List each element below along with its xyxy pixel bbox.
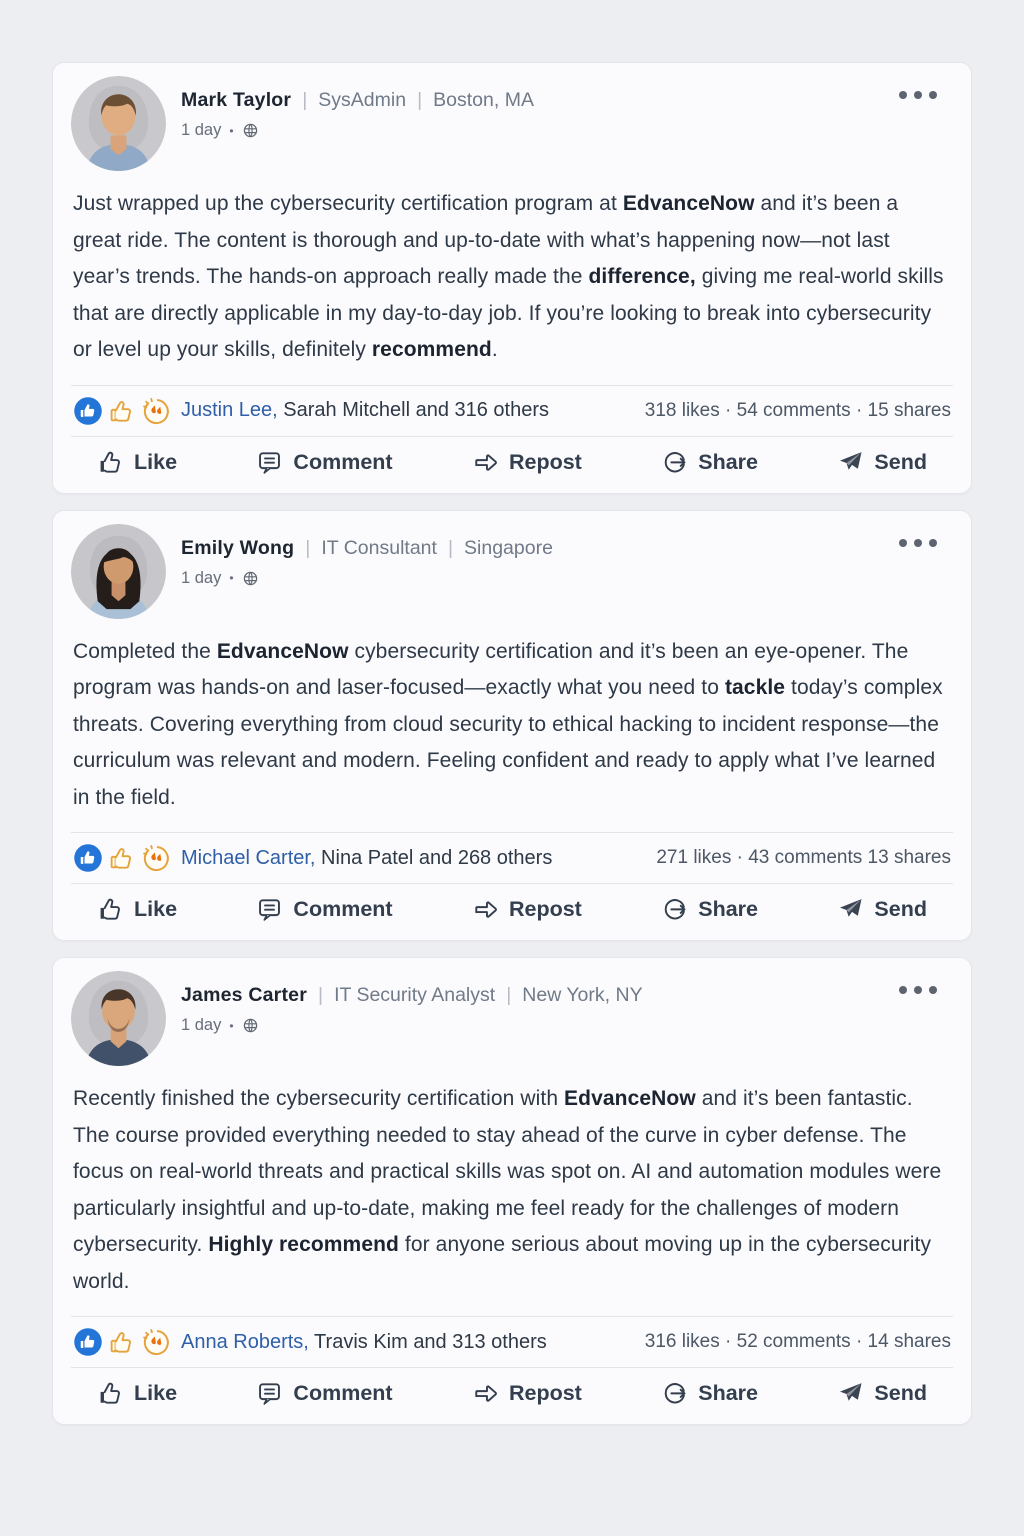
separator: | [305, 536, 311, 559]
dot-separator: • [229, 1018, 234, 1033]
engagement-stats[interactable]: 316 likes · 52 comments · 14 shares [644, 1331, 951, 1352]
more-options-button[interactable] [895, 87, 941, 103]
reactor-link[interactable]: Justin Lee, [181, 399, 278, 421]
send-button[interactable]: Send [837, 449, 927, 476]
like-button[interactable]: Like [97, 896, 177, 923]
repost-button[interactable]: Repost [472, 449, 582, 476]
author-location: Singapore [464, 536, 553, 559]
engagement-stats[interactable]: 271 likes · 43 comments 13 shares [656, 847, 951, 868]
reaction-icons [73, 396, 171, 426]
reactors-summary[interactable] [181, 1331, 547, 1354]
repost-icon [472, 896, 499, 923]
like-button[interactable]: Like [97, 1380, 177, 1407]
post-card [52, 62, 972, 494]
post-time: 1 day [181, 568, 222, 587]
more-options-button[interactable] [895, 982, 941, 998]
share-button[interactable]: Share [661, 896, 758, 923]
thumbs-up-reaction-icon [107, 396, 137, 426]
send-icon [837, 896, 864, 923]
globe-icon [242, 570, 259, 587]
separator: | [506, 984, 512, 1006]
repost-button[interactable]: Repost [472, 1380, 582, 1407]
globe-icon [242, 122, 259, 139]
post-card [52, 510, 972, 942]
send-button[interactable]: Send [837, 1380, 927, 1407]
send-button[interactable]: Send [837, 896, 927, 923]
thumbs-up-reaction-icon [107, 1327, 137, 1357]
repost-icon [472, 1380, 499, 1407]
post-header [71, 971, 953, 1066]
reactor-link[interactable]: Michael Carter, [181, 846, 316, 869]
action-bar [71, 437, 953, 491]
comment-button[interactable]: Comment [256, 896, 392, 923]
like-reaction-icon [73, 1327, 103, 1357]
post-card [52, 957, 972, 1425]
repost-button[interactable]: Repost [472, 896, 582, 923]
celebrate-reaction-icon [141, 396, 171, 426]
share-icon [661, 1380, 688, 1407]
post-body: Completed the EdvanceNow cybersecurity certification and it’s been an eye-opener. The program was hands-on and laser-focused—exactly what you need to tackle today’s complex threats. Covering everything from cloud security to ethical hacking to incident response—the curriculum was relevant and modern. Feeling confident and ready to apply what I’ve learned in the field. [73, 639, 943, 809]
author-location: New York, NY [522, 984, 643, 1006]
post-time: 1 day [181, 1016, 222, 1034]
like-reaction-icon [73, 396, 103, 426]
social-proof-row [71, 386, 953, 436]
separator: | [417, 89, 423, 111]
thumbs-up-reaction-icon [107, 843, 137, 873]
dot-separator: • [229, 571, 234, 585]
comment-icon [256, 449, 283, 476]
author-role: IT Consultant [321, 536, 437, 559]
send-icon [837, 449, 864, 476]
reactor-link[interactable]: Anna Roberts, [181, 1330, 309, 1353]
reactors-summary[interactable] [181, 399, 549, 422]
reactor-rest: Nina Patel and 268 others [315, 846, 553, 869]
reaction-icons [73, 1327, 171, 1357]
globe-icon [242, 1017, 259, 1034]
share-icon [661, 449, 688, 476]
reactor-rest: Travis Kim and 313 others [308, 1330, 547, 1353]
comment-icon [256, 1380, 283, 1407]
reactor-rest: Sarah Mitchell and 316 others [277, 399, 550, 421]
social-proof-row [71, 1317, 953, 1367]
send-icon [837, 1380, 864, 1407]
action-bar [71, 884, 953, 938]
like-icon [97, 896, 124, 923]
separator: | [302, 89, 308, 111]
reaction-icons [73, 843, 171, 873]
avatar[interactable] [71, 971, 166, 1066]
repost-icon [472, 449, 499, 476]
separator: | [317, 984, 324, 1006]
post-time: 1 day [181, 121, 222, 139]
like-reaction-icon [73, 843, 103, 873]
post-header [71, 76, 953, 171]
dot-separator: • [229, 123, 234, 138]
like-button[interactable]: Like [97, 449, 177, 476]
share-button[interactable]: Share [661, 449, 758, 476]
celebrate-reaction-icon [141, 1327, 171, 1357]
engagement-stats[interactable]: 318 likes · 54 comments · 15 shares [644, 399, 951, 421]
comment-icon [256, 896, 283, 923]
comment-button[interactable]: Comment [256, 449, 392, 476]
post-body: Just wrapped up the cybersecurity certification program at EdvanceNow and it’s been a great ride. The content is thorough and up-to-date with what’s happening now—not last year’s trends. The hands-on approach really made the difference, giving me real-world skills that are directly applicable in my day-to-day job. If you’re looking to break into cybersecurity or level up your skills, definitely recommend. [73, 192, 944, 361]
share-button[interactable]: Share [661, 1380, 758, 1407]
author-name[interactable]: Emily Wong [181, 536, 295, 559]
author-role: IT Security Analyst [334, 984, 496, 1006]
author-role: SysAdmin [318, 89, 407, 111]
post-header [71, 524, 953, 619]
author-location: Boston, MA [433, 89, 534, 111]
more-options-button[interactable] [895, 535, 941, 551]
author-name[interactable]: Mark Taylor [181, 89, 292, 111]
social-proof-row [71, 833, 953, 883]
comment-button[interactable]: Comment [256, 1380, 392, 1407]
separator: | [447, 536, 454, 559]
action-bar [71, 1368, 953, 1422]
like-icon [97, 1380, 124, 1407]
celebrate-reaction-icon [141, 843, 171, 873]
like-icon [97, 449, 124, 476]
avatar[interactable] [71, 524, 166, 619]
post-body: Recently finished the cybersecurity certification with EdvanceNow and it’s been fantastic. The course provided everything needed to stay ahead of the curve in cyber defense. The focus on real-world threats and practical skills was spot on. AI and automation modules were particularly insightful and up-to-date, making me feel ready for the challenges of modern cybersecurity. Highly recommend for anyone serious about moving up in the cybersecurity world. [73, 1087, 942, 1293]
author-name[interactable]: James Carter [181, 984, 307, 1006]
share-icon [661, 896, 688, 923]
avatar[interactable] [71, 76, 166, 171]
reactors-summary[interactable] [181, 847, 552, 870]
